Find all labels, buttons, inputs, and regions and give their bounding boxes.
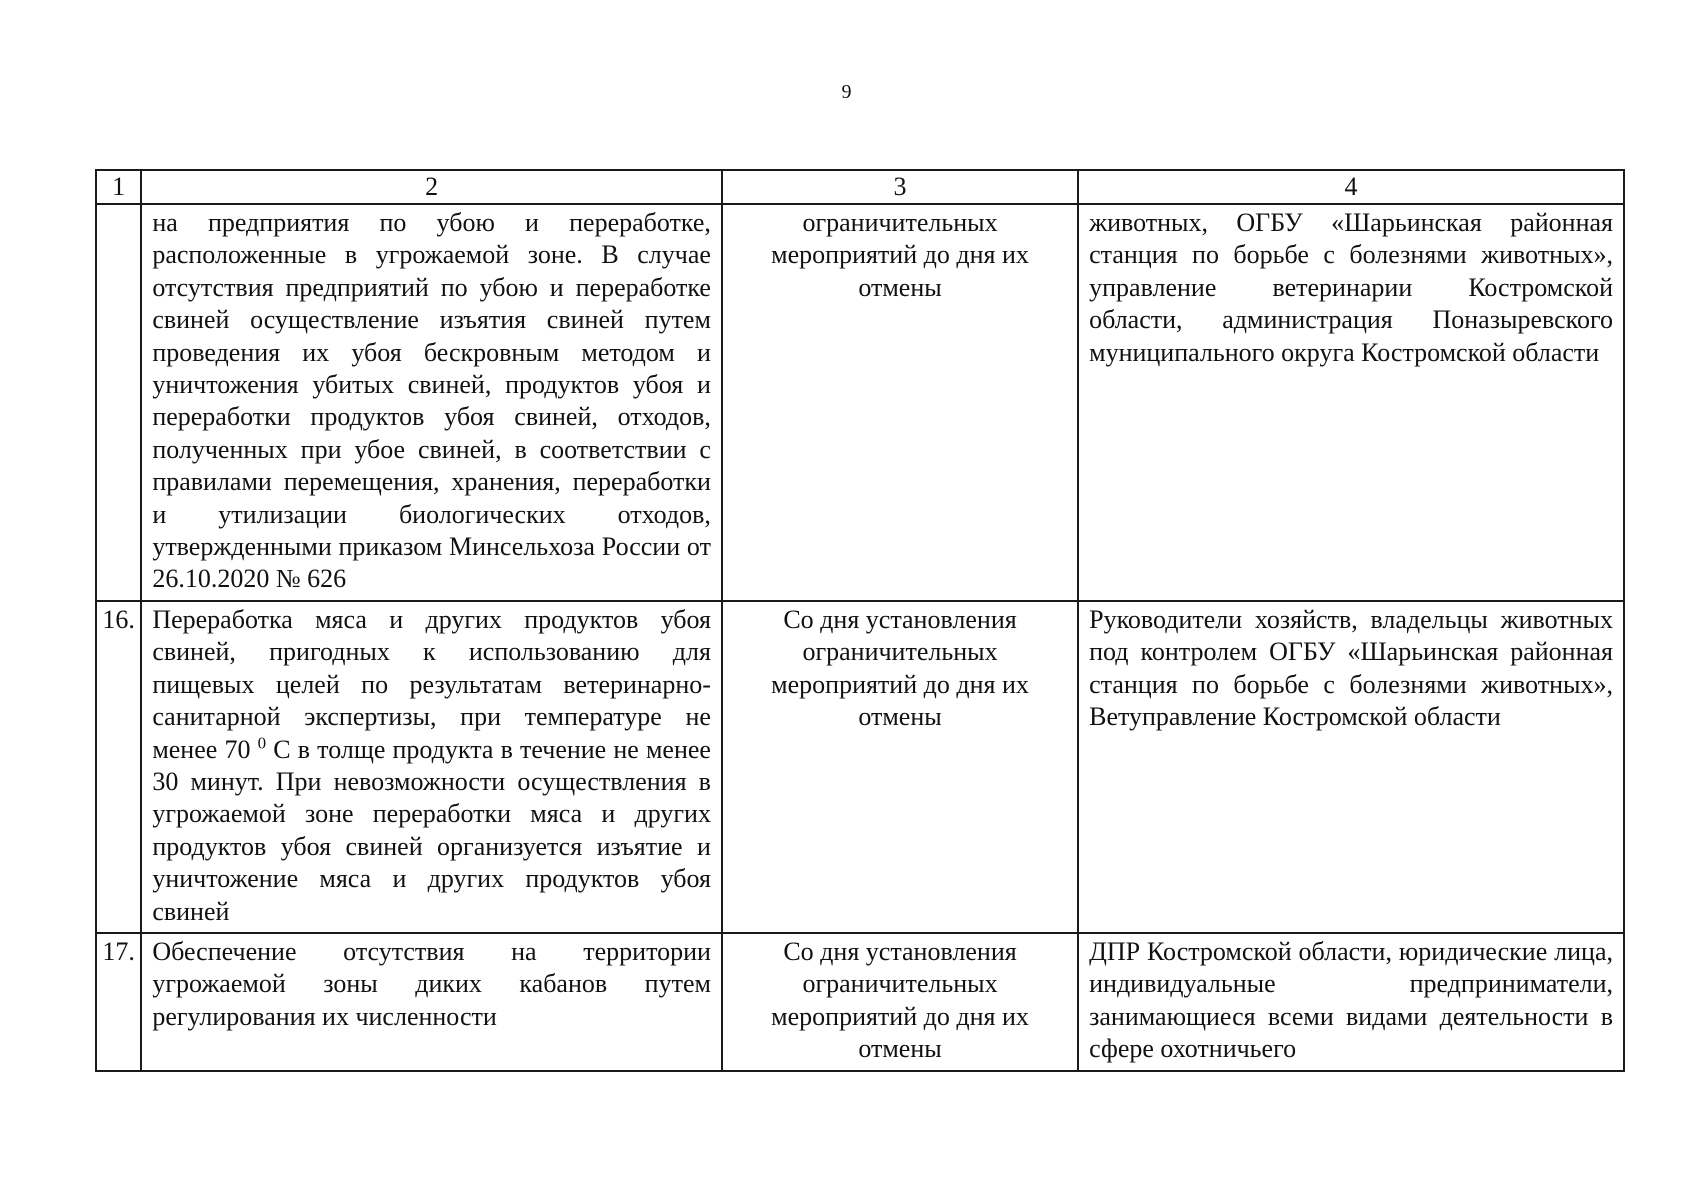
header-col-3: 3 [722,170,1078,204]
measure-description: Обеспечение отсутствия на территории угрожаемой зоны диких кабанов путем регулирования их численности [141,933,722,1071]
measure-responsible: животных, ОГБУ «Шарьинская районная станция по борьбе с болезнями животных», управление ветеринарии Костромской области, администрация Поназыревского муниципального округа Костромской области [1078,204,1624,601]
measure-responsible [1078,933,1624,1071]
measure-responsible-text: ДПР Костромской области, юридические лица, индивидуальные предприниматели, занимающиеся всеми видами деятельности в сфере охотничьего [1089,936,1613,1064]
row-number: 16. [96,601,141,933]
measure-term: Со дня установления ограничительных мероприятий до дня их отмены [722,933,1078,1071]
degree-superscript: 0 [257,732,267,752]
header-col-4: 4 [1078,170,1624,204]
measure-responsible: Руководители хозяйств, владельцы животных под контролем ОГБУ «Шарьинская районная станция по борьбе с болезнями животных», Ветуправление Костромской области [1078,601,1624,933]
header-col-2: 2 [141,170,722,204]
measure-term: ограничительных мероприятий до дня их отмены [722,204,1078,601]
header-row [96,170,1624,204]
table-body [96,204,1624,1071]
measures-table [95,169,1625,1072]
table-row [96,204,1624,601]
table-header [96,170,1624,204]
table-row [96,933,1624,1071]
measure-description [141,601,722,933]
header-col-1: 1 [96,170,141,204]
measure-term: Со дня установления ограничительных мероприятий до дня их отмены [722,601,1078,933]
page-number: 9 [841,81,852,103]
row-number [96,204,141,601]
table-row [96,601,1624,933]
measure-description-part1: Переработка мяса и других продуктов убоя свиней, пригодных к использованию для пищевых целей по результатам ветеринарно-санитарной экспертизы, при температуре не менее 70 [152,604,711,764]
measure-description: на предприятия по убою и переработке, расположенные в угрожаемой зоне. В случае отсутствия предприятий по убою и переработке свиней осуществление изъятия свиней путем проведения их убоя бескровным методом и уничтожения убитых свиней, продуктов убоя и переработки продуктов убоя свиней, отходов, полученных при убое свиней, в соответствии с правилами перемещения, хранения, переработки и утилизации биологических отходов, утвержденными приказом Минсельхоза России от 26.10.2020 № 626 [141,204,722,601]
measure-description-part2: С в толще продукта в течение не менее 30 минут. При невозможности осуществления в угрожаемой зоне переработки мяса и других продуктов убоя свиней организуется изъятие и уничтожение мяса и других продуктов убоя свиней [152,734,711,926]
row-number: 17. [96,933,141,1071]
